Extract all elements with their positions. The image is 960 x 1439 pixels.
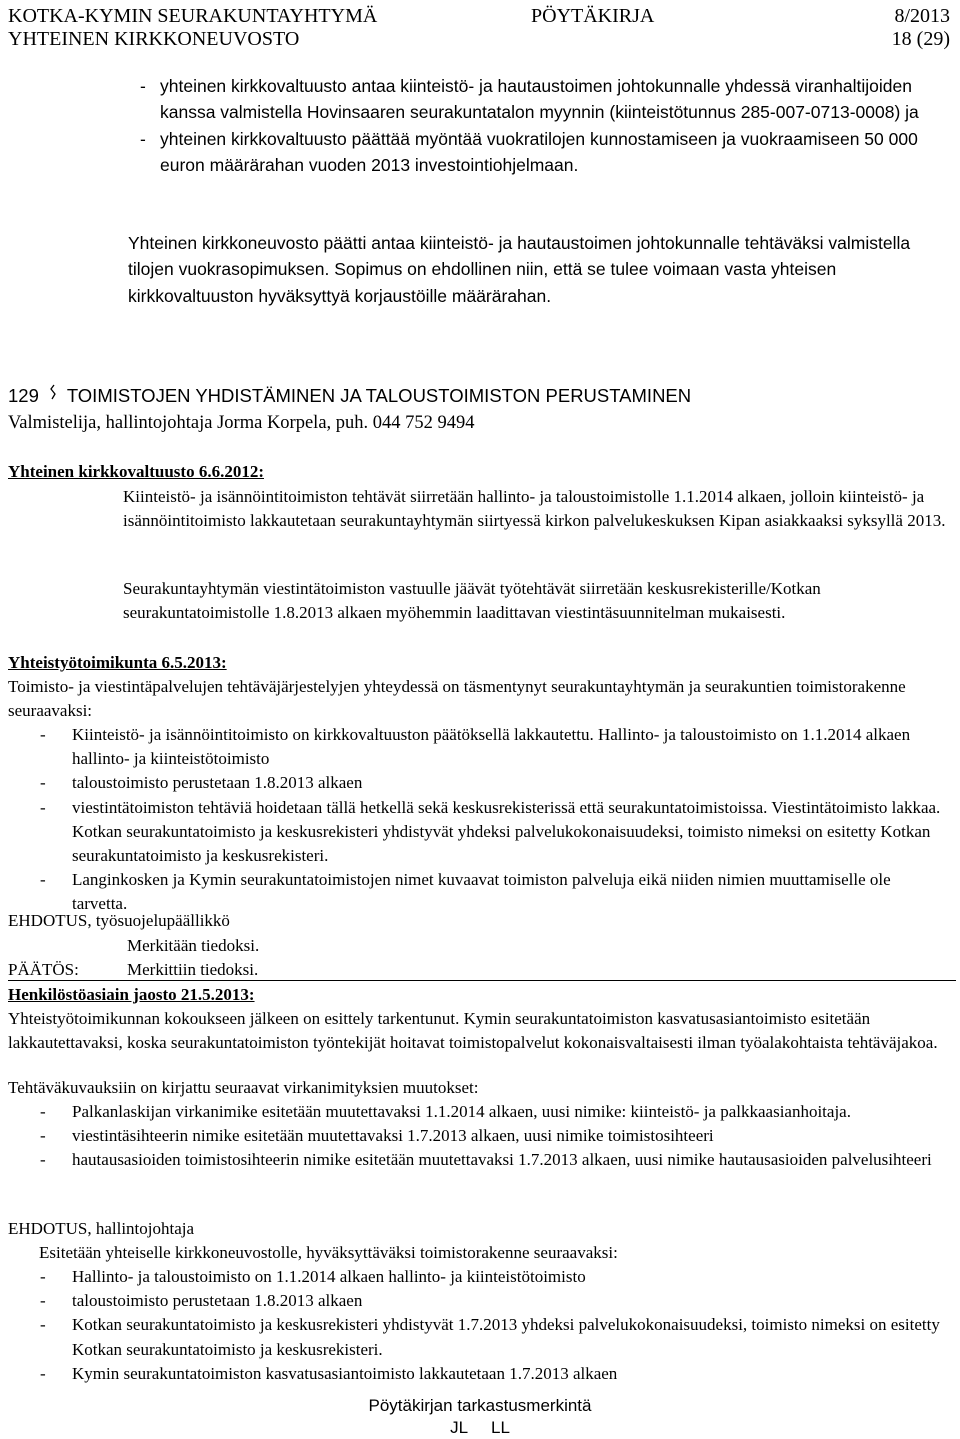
divider-line bbox=[8, 980, 956, 981]
list-item: - yhteinen kirkkovaltuusto antaa kiinteistö- ja hautaustoimen johtokunnalle yhdessä viranhaltijoiden kanssa valmistella Hovinsaaren seurakuntatalon myynnin (kiinteistötunnus 285-007-0713-0008) ja bbox=[128, 73, 928, 126]
decision-text: Merkittiin tiedoksi. bbox=[127, 960, 259, 979]
jaosto-paragraph-1: Yhteistyötoimikunnan kokoukseen jälkeen on esittely tarkentunut. Kymin seurakuntatoimiston kasvatusasiantoimisto esitetään lakkautettavaksi, koska seurakuntatoimiston työntekijät hoitavat toimistopalvelut kokonaisvaltaisesti ilman työalakohtaista tehtäväjakoa. bbox=[8, 1009, 938, 1053]
document-type: PÖYTÄKIRJA bbox=[531, 5, 655, 27]
section-number: 129 bbox=[8, 385, 39, 406]
list-item: - Hallinto- ja taloustoimisto on 1.1.2014 alkaen hallinto- ja kiinteistötoimisto bbox=[8, 1265, 943, 1289]
list-item: - taloustoimisto perustetaan 1.8.2013 alkaen bbox=[8, 1289, 943, 1313]
governing-body: YHTEINEN KIRKKONEUVOSTO bbox=[8, 28, 300, 50]
footer-initials: JL LL bbox=[450, 1418, 510, 1437]
page-number: 18 (29) bbox=[891, 28, 950, 50]
organization-name: KOTKA-KYMIN SEURAKUNTAYHTYMÄ bbox=[8, 5, 378, 27]
yhteistyotoimikunta-list bbox=[8, 723, 948, 917]
jaosto-heading: Henkilöstöasiain jaosto 21.5.2013: bbox=[8, 985, 255, 1004]
proposal-list-2 bbox=[8, 1265, 943, 1386]
section-title: TOIMISTOJEN YHDISTÄMINEN JA TALOUSTOIMISTON PERUSTAMINEN bbox=[66, 385, 692, 406]
intro-list bbox=[128, 73, 928, 178]
decision-text-2: Sopimus on ehdollinen niin, että se tulee voimaan vasta yhteisen kirkkovaltuuston hyväksyttyä korjaustöille määrärahan. bbox=[128, 259, 837, 306]
footer-label: Pöytäkirjan tarkastusmerkintä bbox=[368, 1396, 592, 1415]
kirkkovaltuusto-heading: Yhteinen kirkkovaltuusto 6.6.2012: bbox=[8, 462, 264, 481]
list-item: - taloustoimisto perustetaan 1.8.2013 alkaen bbox=[8, 771, 948, 795]
section-sign-icon bbox=[48, 382, 58, 410]
list-item: - Palkanlaskijan virkanimike esitetään muutettavaksi 1.1.2014 alkaen, uusi nimike: kiinteistö- ja palkkaasianhoitaja. bbox=[8, 1100, 943, 1124]
list-item: - yhteinen kirkkovaltuusto päättää myöntää vuokratilojen kunnostamiseen ja vuokraamiseen 50 000 euron määrärahan vuoden 2013 investointiohjelmaan. bbox=[128, 126, 928, 179]
document-number: 8/2013 bbox=[894, 5, 950, 27]
decision-paragraph bbox=[128, 230, 943, 309]
jaosto-list bbox=[8, 1100, 943, 1173]
proposal-label-1: EHDOTUS, työsuojelupäällikkö bbox=[8, 911, 230, 930]
list-item: - Langinkosken ja Kymin seurakuntatoimistojen nimet kuvaavat toimiston palveluja eikä niiden nimien muuttamiselle ole tarvetta. bbox=[8, 868, 948, 916]
yhteistyotoimikunta-intro: Toimisto- ja viestintäpalvelujen tehtäväjärjestelyjen yhteydessä on täsmentynyt seurakuntayhtymän ja seurakuntien toimistorakenne seuraavaksi: bbox=[8, 677, 906, 721]
preparer-line: Valmistelija, hallintojohtaja Jorma Korpela, puh. 044 752 9494 bbox=[8, 413, 475, 433]
list-item: - viestintäsihteerin nimike esitetään muutettavaksi 1.7.2013 alkaen, uusi nimike toimistosihteeri bbox=[8, 1124, 943, 1148]
list-item: - Kiinteistö- ja isännöintitoimisto on kirkkovaltuuston päätöksellä lakkautettu. Hallinto- ja taloustoimisto on 1.1.2014 alkaen hallinto- ja kiinteistötoimisto bbox=[8, 723, 948, 771]
jaosto-paragraph-2: Tehtäväkuvauksiin on kirjattu seuraavat virkanimityksien muutokset: bbox=[8, 1078, 479, 1097]
proposal-intro-2: Esitetään yhteiselle kirkkoneuvostolle, hyväksyttäväksi toimistorakenne seuraavaksi: bbox=[39, 1243, 618, 1262]
list-item: - viestintätoimiston tehtäviä hoidetaan tällä hetkellä sekä keskusrekisterissä että seurakuntatoimistoissa. Viestintätoimisto lakkaa. Kotkan seurakuntatoimisto ja keskusrekisteri yhdistyvät yhdeksi palvelukokonaisuudeksi, toimisto nimeksi on esitetty Kotkan seurakuntatoimisto ja keskusrekisteri. bbox=[8, 796, 948, 869]
section-heading bbox=[8, 382, 948, 410]
decision-label: PÄÄTÖS: bbox=[8, 960, 79, 979]
list-item: - Kotkan seurakuntatoimisto ja keskusrekisteri yhdistyvät 1.7.2013 yhdeksi palvelukokonaisuudeksi, toimisto nimeksi on esitetty Kotkan seurakuntatoimisto ja keskusrekisteri. bbox=[8, 1313, 943, 1361]
kirkkovaltuusto-paragraph-2: Seurakuntayhtymän viestintätoimiston vastuulle jäävät työtehtävät siirretään keskusrekisterille/Kotkan seurakuntatoimistolle 1.8.2013 alkaen myöhemmin laadittavan viestintäsuunnitelman mukaisesti. bbox=[123, 579, 821, 623]
list-item: - hautausasioiden toimistosihteerin nimike esitetään muutettavaksi 1.7.2013 alkaen, uusi nimike hautausasioiden palvelusihteeri bbox=[8, 1148, 943, 1172]
kirkkovaltuusto-paragraph-1: Kiinteistö- ja isännöintitoimiston tehtävät siirretään hallinto- ja taloustoimistolle 1.1.2014 alkaen, jolloin kiinteistö- ja isännöintitoimisto lakkautetaan seurakuntayhtymän siirtyessä kirkon palvelukeskuksen Kipan asiakkaaksi syksyllä 2013. bbox=[123, 487, 946, 531]
proposal-label-2: EHDOTUS, hallintojohtaja bbox=[8, 1219, 195, 1238]
yhteistyotoimikunta-heading: Yhteistyötoimikunta 6.5.2013: bbox=[8, 653, 227, 672]
decision-text-1: Yhteinen kirkkoneuvosto päätti antaa kiinteistö- ja hautaustoimen johtokunnalle tehtäväksi valmistella tilojen vuokrasopimuksen. bbox=[128, 233, 911, 280]
proposal-text-1: Merkitään tiedoksi. bbox=[127, 936, 260, 955]
list-item: - Kymin seurakuntatoimiston kasvatusasiantoimisto lakkautetaan 1.7.2013 alkaen bbox=[8, 1362, 943, 1386]
